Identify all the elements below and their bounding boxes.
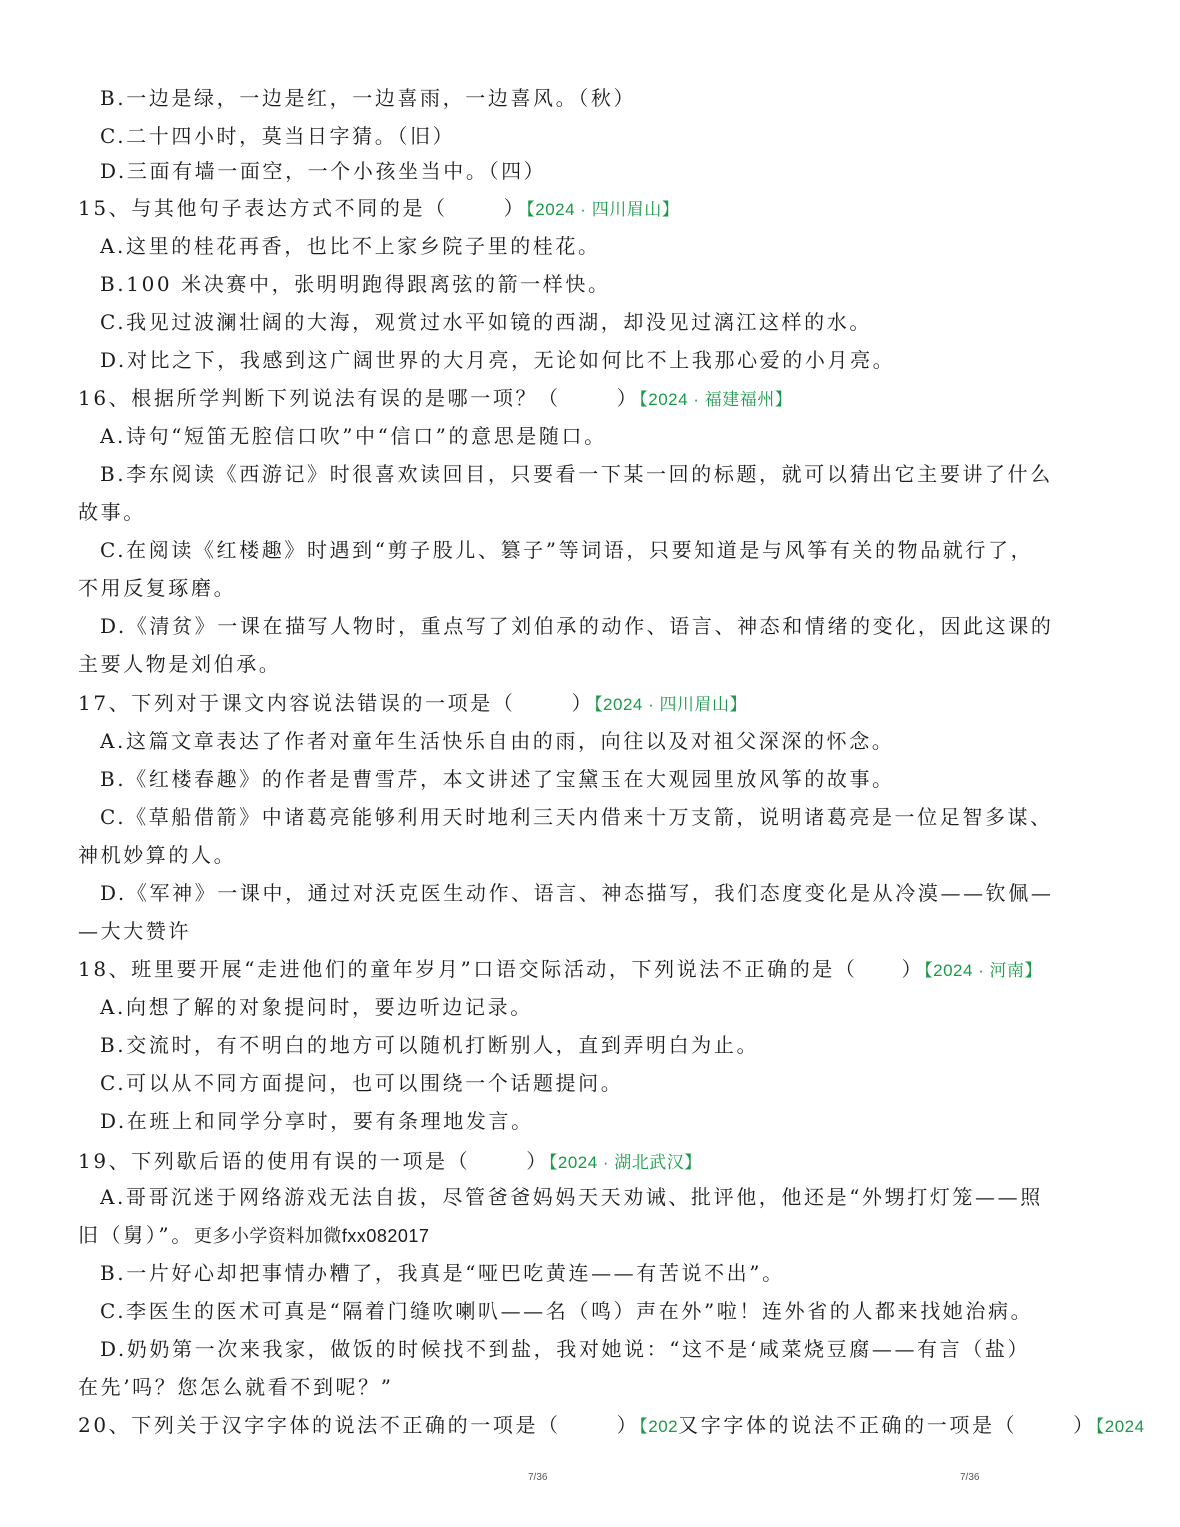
line-text: A.哥哥沉迷于网络游戏无法自拔，尽管爸爸妈妈天天劝诫、批评他，他还是“外甥打灯笼——照: [100, 1185, 1043, 1209]
option-line: [0, 1292, 1180, 1330]
question-16: [0, 379, 1158, 417]
source-tag: 【2024 · 湖北武汉】: [548, 1153, 702, 1172]
line-text: 旧（舅）”。: [78, 1223, 194, 1247]
line-text: D.《军神》一课中，通过对沃克医生动作、语言、神态描写，我们态度变化是从冷漠——钦佩—: [100, 881, 1054, 905]
line-text: —大大赞许: [78, 919, 191, 943]
paren-close: ）: [503, 196, 527, 220]
source-tag: 【2024 · 四川眉山】: [594, 695, 747, 714]
option-line: [0, 874, 1180, 912]
option-line: [0, 607, 1180, 645]
question-20: [0, 1406, 1158, 1444]
line-text: B.一边是绿，一边是红，一边喜雨，一边喜风。（秋）: [100, 86, 637, 110]
option-line: [0, 227, 1180, 265]
line-text: B.李东阅读《西游记》时很喜欢读回目，只要看一下某一回的标题，就可以猜出它主要讲了什么: [100, 462, 1053, 486]
page-number: 7/36: [528, 1472, 548, 1483]
paren-close: ）: [616, 386, 640, 410]
continuation-line: [0, 645, 1158, 683]
option-line: [0, 798, 1180, 836]
line-text: C.可以从不同方面提问，也可以围绕一个话题提问。: [100, 1071, 624, 1095]
option-line: [0, 341, 1180, 379]
option-line: [0, 117, 1180, 155]
option-line: [0, 455, 1180, 493]
option-line: [0, 1064, 1180, 1102]
option-line: [0, 1330, 1180, 1368]
question-17: [0, 684, 1158, 722]
source-tag: 【2024: [1095, 1417, 1145, 1436]
line-text: B.交流时，有不明白的地方可以随机打断别人，直到弄明白为止。: [100, 1033, 760, 1057]
option-line: [0, 152, 1180, 190]
line-text: C.在阅读《红楼趣》时遇到“剪子股儿、篡子”等词语，只要知道是与风筝有关的物品就行了，: [100, 538, 1034, 562]
question-15: [0, 189, 1158, 227]
paren-close: ）: [901, 957, 925, 981]
continuation-line: [0, 836, 1158, 874]
paren-close: ）: [526, 1149, 549, 1173]
continuation-line: [0, 569, 1158, 607]
line-text: A.诗句“短笛无腔信口吹”中“信口”的意思是随口。: [100, 424, 607, 448]
question-19: [0, 1142, 1158, 1180]
option-line: [0, 417, 1180, 455]
option-line: [0, 303, 1180, 341]
option-line: [0, 722, 1180, 760]
line-text: C.李医生的医术可真是“隔着门缝吹喇叭——名（鸣）声在外”啦！连外省的人都来找她治病。: [100, 1299, 1034, 1323]
option-line: [0, 531, 1180, 569]
source-tag: 【2024 · 福建福州】: [639, 390, 793, 409]
question-text: 20、下列关于汉字字体的说法不正确的一项是（: [78, 1413, 561, 1437]
question-text: 15、与其他句子表达方式不同的是（: [78, 196, 448, 220]
line-text: D.三面有墙一面空，一个小孩坐当中。（四）: [100, 159, 547, 183]
line-text: B.《红楼春趣》的作者是曹雪芹，本文讲述了宝黛玉在大观园里放风筝的故事。: [100, 767, 895, 791]
line-text: 故事。: [78, 500, 146, 524]
option-line: [0, 760, 1180, 798]
line-text: C.二十四小时，莫当日字猜。（旧）: [100, 124, 456, 148]
line-text: C.我见过波澜壮阔的大海，观赏过水平如镜的西湖，却没见过漓江这样的水。: [100, 310, 872, 334]
line-text: 不用反复琢磨。: [78, 576, 237, 600]
line-text: 主要人物是刘伯承。: [78, 652, 282, 676]
option-line: [0, 1178, 1180, 1216]
question-text: 18、班里要开展“走进他们的童年岁月”口语交际活动，下列说法不正确的是（: [78, 957, 858, 981]
option-line: [0, 1254, 1180, 1292]
question-text: 17、下列对于课文内容说法错误的一项是（: [78, 691, 516, 715]
page-number: 7/36: [960, 1472, 980, 1483]
line-text: D.在班上和同学分享时，要有条理地发言。: [100, 1109, 534, 1133]
source-tag: 【2024 · 四川眉山】: [526, 200, 680, 219]
paren-close: ）: [616, 1413, 640, 1437]
continuation-line: [0, 912, 1158, 950]
question-text: 16、根据所学判断下列说法有误的是哪一项？（: [78, 386, 561, 410]
option-line: [0, 265, 1180, 303]
line-text: D.对比之下，我感到这广阔世界的大月亮，无论如何比不上我那心爱的小月亮。: [100, 348, 896, 372]
line-text: B.一片好心却把事情办糟了，我真是“哑巴吃黄连——有苦说不出”。: [100, 1261, 785, 1285]
line-text: B.100 米决赛中，张明明跑得跟离弦的箭一样快。: [100, 272, 611, 296]
line-text: 在先’吗？您怎么就看不到呢？”: [78, 1375, 394, 1399]
line-text: A.这里的桂花再香，也比不上家乡院子里的桂花。: [100, 234, 601, 258]
option-line: [0, 988, 1180, 1026]
overlap-text: 又字字体的说法不正确的一项是（: [678, 1413, 1018, 1437]
continuation-line: [0, 1368, 1158, 1406]
continuation-line: [0, 493, 1158, 531]
source-tag: 【202: [639, 1417, 679, 1436]
paren-close: ）: [571, 691, 595, 715]
question-text: 19、下列歇后语的使用有误的一项是（: [78, 1149, 471, 1173]
promo-note: 更多小学资料加微fxx082017: [193, 1226, 430, 1246]
line-text: A.这篇文章表达了作者对童年生活快乐自由的雨，向往以及对祖父深深的怀念。: [100, 729, 895, 753]
option-line: [0, 1026, 1180, 1064]
source-tag: 【2024 · 河南】: [924, 961, 1043, 980]
option-line: [0, 79, 1180, 117]
line-text: C.《草船借箭》中诸葛亮能够利用天时地利三天内借来十万支箭，说明诸葛亮是一位足智多谋、: [100, 805, 1053, 829]
option-line: [0, 1102, 1180, 1140]
line-text: A.向想了解的对象提问时，要边听边记录。: [100, 995, 533, 1019]
question-18: [0, 950, 1158, 988]
line-text: D.奶奶第一次来我家，做饭的时候找不到盐，我对她说：“这不是‘咸菜烧豆腐——有言（盐）: [100, 1337, 1031, 1361]
line-text: 神机妙算的人。: [78, 843, 237, 867]
line-text: D.《清贫》一课在描写人物时，重点写了刘伯承的动作、语言、神态和情绪的变化，因此这课的: [100, 614, 1054, 638]
continuation-line: [0, 1216, 1158, 1254]
paren-close: ）: [1073, 1413, 1096, 1437]
